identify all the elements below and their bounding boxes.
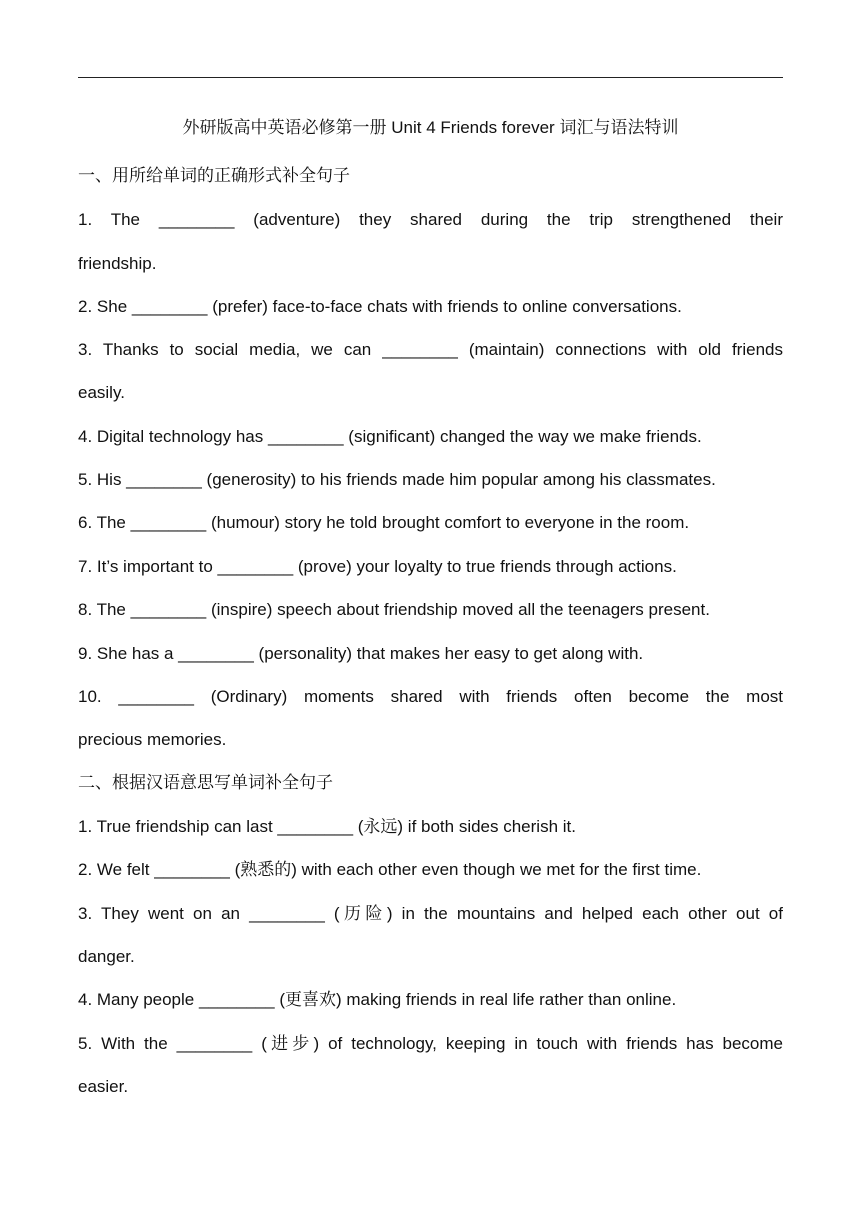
s1-q1-line1: 1. The ________ (adventure) they shared during the trip strengthened their [78, 210, 783, 229]
section-1-heading: 一、用所给单词的正确形式补全句子 [78, 166, 350, 186]
s1-q10-line2: precious memories. [78, 730, 227, 749]
s1-q1-line2: friendship. [78, 254, 157, 273]
s2-q3-line1: 3. They went on an ________ (历险) in the mountains and helped each other out of [78, 904, 783, 923]
s1-q2: 2. She ________ (prefer) face-to-face chats with friends to online conversations. [78, 297, 682, 316]
s1-q6: 6. The ________ (humour) story he told brought comfort to everyone in the room. [78, 513, 690, 532]
s2-q1: 1. True friendship can last ________ (永远) if both sides cherish it. [78, 817, 576, 836]
s1-q3-line1: 3. Thanks to social media, we can ________ (maintain) connections with old friends [78, 340, 783, 359]
s1-q10-line1: 10. ________ (Ordinary) moments shared with friends often become the most [78, 687, 783, 706]
s2-q3-line2: danger. [78, 947, 135, 966]
s2-q5-line2: easier. [78, 1077, 129, 1096]
s2-q5-line1: 5. With the ________ (进步) of technology, keeping in touch with friends has become [78, 1034, 783, 1053]
s1-q5: 5. His ________ (generosity) to his friends made him popular among his classmates. [78, 470, 716, 489]
s2-q2: 2. We felt ________ (熟悉的) with each other even though we met for the first time. [78, 860, 702, 879]
s2-q4: 4. Many people ________ (更喜欢) making friends in real life rather than online. [78, 990, 677, 1009]
header-rule [78, 77, 783, 78]
s1-q7: 7. It’s important to ________ (prove) your loyalty to true friends through actions. [78, 557, 677, 576]
s1-q4: 4. Digital technology has ________ (significant) changed the way we make friends. [78, 427, 702, 446]
s1-q3-line2: easily. [78, 383, 125, 402]
s1-q8: 8. The ________ (inspire) speech about friendship moved all the teenagers present. [78, 600, 710, 619]
s1-q9: 9. She has a ________ (personality) that makes her easy to get along with. [78, 644, 644, 663]
document-title: 外研版高中英语必修第一册 Unit 4 Friends forever 词汇与语法特训 [182, 118, 679, 137]
section-2-heading: 二、根据汉语意思写单词补全句子 [78, 773, 333, 793]
